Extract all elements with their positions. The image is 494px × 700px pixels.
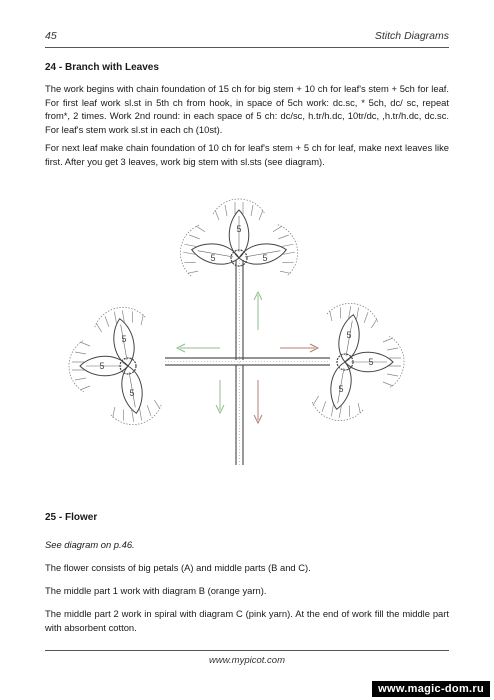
petal-label: 5 bbox=[129, 388, 135, 398]
leaf-top bbox=[176, 199, 301, 284]
header-rule bbox=[45, 47, 449, 48]
flower-line-3: The middle part 2 work in spiral with diagram C (pink yarn). At the end of work fill the middle part with absorbent cotton. bbox=[45, 608, 449, 633]
header-title: Stitch Diagrams bbox=[374, 30, 449, 42]
branch-instructions-1: The work begins with chain foundation of 15 ch for big stem + 10 ch for leaf's stem + 5ch for leaf. For first leaf work sl.st in 5th ch from hook, in space of 5ch work: dc.sc, * 5ch, dc/ sc, repeat from*, 2 times. Work 2nd round: in each space of 5 ch: dc/sc, h.tr/h.dc, 10tr/dc, ,h.tr/h.dc, dc.sc. For leaf's stem work sl.st in each ch (10st). bbox=[45, 83, 449, 135]
petal-label: 5 bbox=[346, 330, 352, 340]
section-title-branch: 24 - Branch with Leaves bbox=[45, 62, 159, 73]
petal-label: 5 bbox=[236, 224, 242, 234]
page-header bbox=[45, 30, 449, 46]
flower-line-1: The flower consists of big petals (A) and middle parts (B and C). bbox=[45, 562, 311, 573]
footer-rule bbox=[45, 650, 449, 651]
petal-label: 5 bbox=[368, 357, 374, 367]
page-number: 45 bbox=[45, 30, 57, 42]
leaf-right bbox=[309, 299, 404, 424]
section-title-flower: 25 - Flower bbox=[45, 512, 98, 523]
stem-lines bbox=[165, 260, 330, 465]
see-diagram-note: See diagram on p.46. bbox=[45, 539, 135, 550]
branch-with-leaves-diagram bbox=[40, 180, 460, 485]
petal-label: 5 bbox=[210, 253, 216, 263]
petal-label: 5 bbox=[338, 384, 344, 394]
branch-instructions-2: For next leaf make chain foundation of 10 ch for leaf's stem + 5 ch for leaf, make next leaves like first. After you get 3 leaves, work big stem with sl.sts (see diagram). bbox=[45, 142, 449, 167]
footer-url: www.mypicot.com bbox=[208, 655, 285, 666]
petal-label: 5 bbox=[99, 361, 105, 371]
leaf-left bbox=[69, 303, 164, 428]
watermark: www.magic-dom.ru bbox=[372, 681, 490, 697]
petal-label: 5 bbox=[121, 334, 127, 344]
flower-line-2: The middle part 1 work with diagram B (orange yarn). bbox=[45, 585, 267, 596]
petal-label: 5 bbox=[262, 253, 268, 263]
